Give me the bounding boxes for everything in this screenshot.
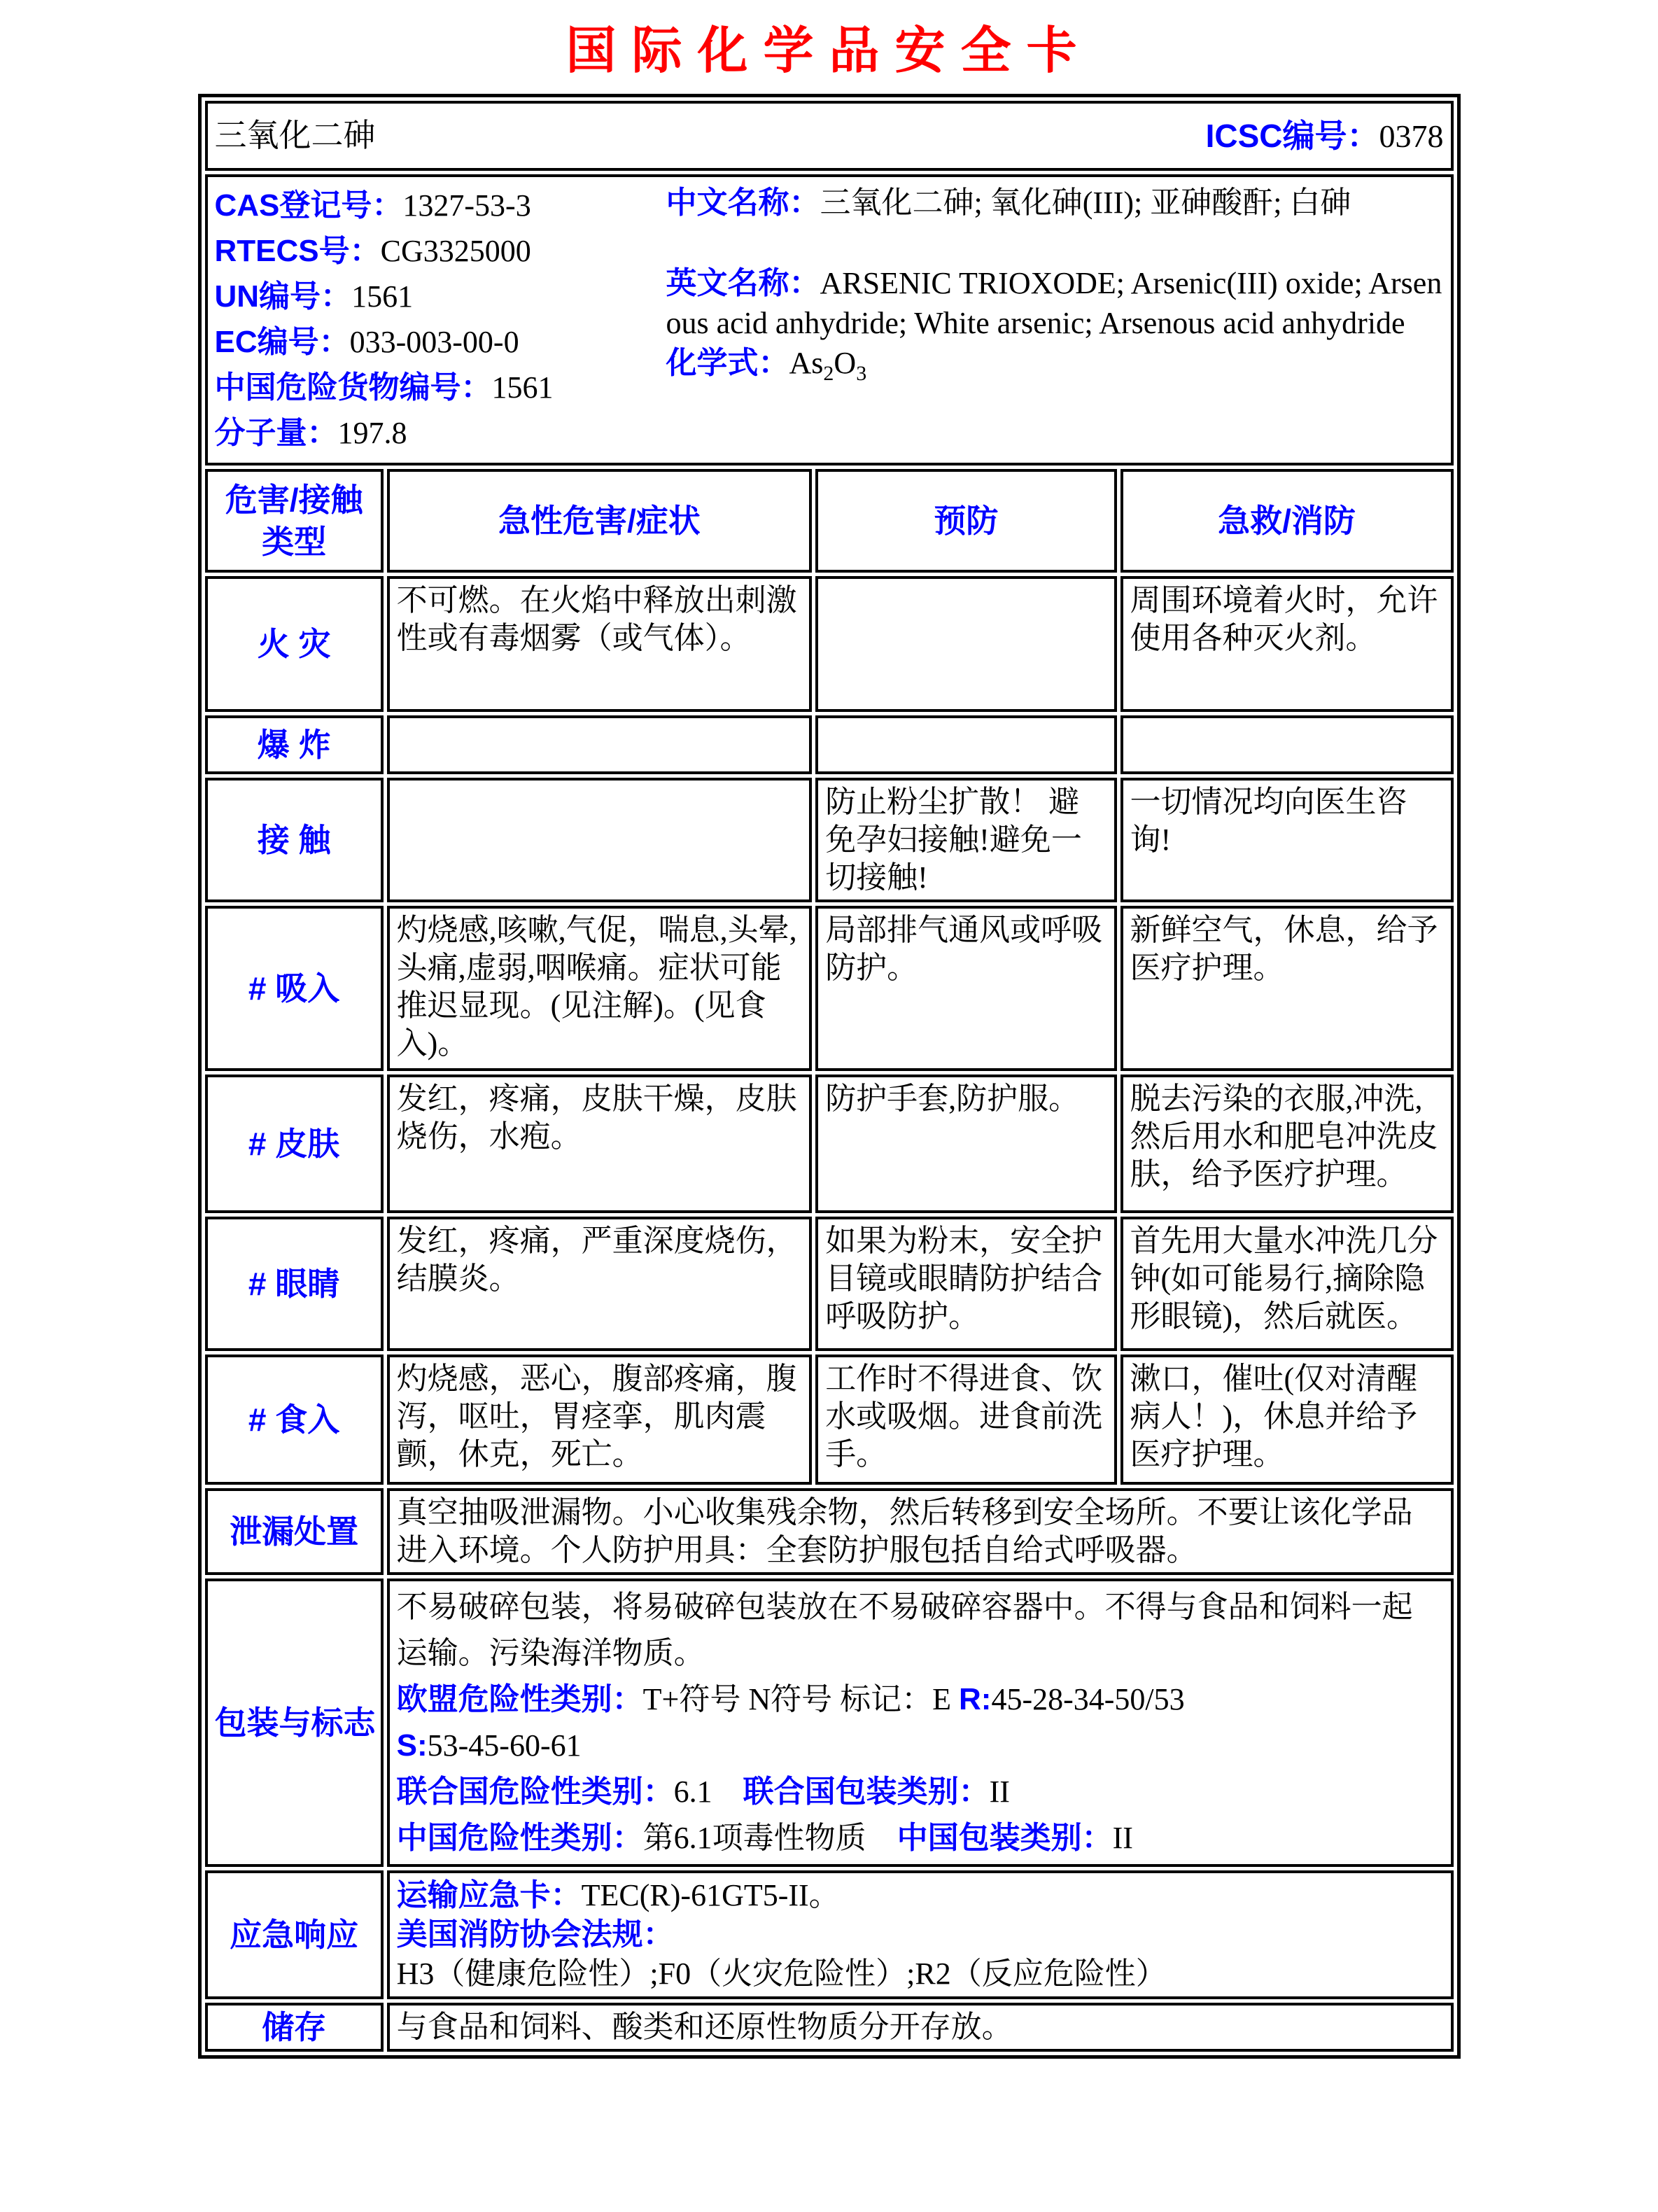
packaging-cn-line (397, 1815, 1444, 1861)
row-contact-symptom (387, 778, 813, 902)
row-contact-prevention: 防止粉尘扩散！ 避免孕妇接触!避免一切接触! (815, 778, 1116, 902)
un-class-value: 6.1 (673, 1774, 743, 1809)
un-label: UN编号： (214, 279, 352, 314)
icsc-number (1206, 117, 1444, 155)
row-inhalation-label: # 吸入 (205, 906, 384, 1071)
china-dg-number-line (215, 365, 666, 410)
un-number-line (215, 274, 666, 319)
row-ingestion-label: # 食入 (205, 1354, 384, 1485)
row-fire-prevention (815, 576, 1116, 712)
icsc-label: ICSC编号： (1205, 117, 1379, 154)
packaging-s-line (397, 1723, 1444, 1769)
row-explosion (205, 715, 1454, 774)
china-dg-label: 中国危险货物编号： (214, 370, 492, 405)
header-firstaid: 急救/消防 (1120, 469, 1454, 573)
row-explosion-label: 爆 炸 (205, 715, 384, 774)
row-contact (205, 778, 1454, 902)
id-numbers-block (215, 180, 666, 456)
china-dg-value: 1561 (491, 370, 554, 405)
emergency-tec-line (397, 1876, 1444, 1915)
row-contact-firstaid: 一切情况均向医生咨询! (1120, 778, 1454, 902)
un-value: 1561 (351, 279, 414, 314)
icsc-value: 0378 (1379, 118, 1444, 154)
row-explosion-firstaid (1120, 715, 1454, 774)
ec-value: 033-003-00-0 (349, 325, 519, 359)
page-title: 国际化学品安全卡 (565, 23, 1093, 79)
row-skin-firstaid: 脱去污染的衣服,冲洗,然后用水和肥皂冲洗皮肤，给予医疗护理。 (1120, 1074, 1454, 1213)
eu-class-label: 欧盟危险性类别： (396, 1682, 643, 1716)
row-explosion-symptom (387, 715, 813, 774)
r-phrase-label: R: (959, 1682, 992, 1716)
row-packaging (205, 1578, 1454, 1867)
row-emergency-content (387, 1870, 1454, 1999)
header-prevention: 预防 (815, 469, 1116, 573)
ec-number-line (215, 319, 666, 365)
row-skin-label: # 皮肤 (205, 1074, 384, 1213)
row-fire-firstaid: 周围环境着火时，允许使用各种灭火剂。 (1120, 576, 1454, 712)
row-storage-text: 与食品和饲料、酸类和还原性物质分开存放。 (387, 2003, 1454, 2052)
emergency-nfpa-line (397, 1915, 1444, 1994)
s-phrase-value: 53-45-60-61 (427, 1728, 582, 1763)
row-fire-label: 火 灾 (205, 576, 384, 712)
english-name-label: 英文名称： (666, 266, 820, 300)
row-packaging-label: 包装与标志 (205, 1578, 384, 1867)
row-inhalation (205, 906, 1454, 1071)
row-eyes-prevention: 如果为粉末，安全护目镜或眼睛防护结合呼吸防护。 (815, 1217, 1116, 1351)
row-spill-label: 泄漏处置 (205, 1488, 384, 1575)
hazard-table-header-row (205, 469, 1454, 573)
row-fire-symptom: 不可燃。在火焰中释放出刺激性或有毒烟雾（或气体）。 (387, 576, 813, 712)
chinese-names-line (666, 183, 1444, 223)
row-emergency-label: 应急响应 (205, 1870, 384, 1999)
formula-sub-2: 2 (823, 361, 834, 385)
row-explosion-prevention (815, 715, 1116, 774)
row-packaging-content (387, 1578, 1454, 1867)
english-names-line (666, 263, 1444, 343)
name-row (205, 101, 1454, 171)
packaging-eu-line (397, 1676, 1444, 1723)
rtecs-value: CG3325000 (380, 234, 531, 268)
row-skin-prevention: 防护手套,防护服。 (815, 1074, 1116, 1213)
row-ingestion-prevention: 工作时不得进食、饮水或吸烟。进食前洗手。 (815, 1354, 1116, 1485)
formula-value (789, 346, 867, 385)
chemical-name: 三氧化二砷 (214, 118, 376, 153)
icsc-card-table (198, 94, 1461, 2059)
row-inhalation-symptom: 灼烧感,咳嗽,气促，喘息,头晕,头痛,虚弱,咽喉痛。症状可能推迟显现。(见注解)。(见食入)。 (387, 906, 813, 1071)
row-ingestion-firstaid: 漱口，催吐(仅对清醒病人！)，休息并给予医疗护理。 (1120, 1354, 1454, 1485)
cas-label: CAS登记号： (214, 188, 403, 223)
header-hazard-type: 危害/接触 类型 (205, 469, 384, 573)
formula-sub-3: 3 (856, 361, 867, 385)
identifier-row (205, 174, 1454, 465)
un-class-label: 联合国危险性类别： (396, 1774, 674, 1809)
formula-as: As (789, 346, 824, 380)
cn-class-value: 第6.1项毒性物质 (642, 1821, 897, 1855)
formula-line (666, 343, 1444, 393)
packaging-un-line (397, 1769, 1444, 1815)
cn-pack-value: II (1112, 1821, 1133, 1855)
cas-value: 1327-53-3 (402, 188, 531, 223)
row-inhalation-prevention: 局部排气通风或呼吸防护。 (815, 906, 1116, 1071)
identifiers-section (205, 174, 1454, 465)
chemical-names-block (666, 180, 1444, 456)
row-fire (205, 576, 1454, 712)
cas-number-line (215, 183, 666, 228)
s-phrase-label: S: (396, 1728, 428, 1763)
row-eyes-symptom: 发红，疼痛，严重深度烧伤，结膜炎。 (387, 1217, 813, 1351)
row-eyes-label: # 眼睛 (205, 1217, 384, 1351)
r-phrase-value: 45-28-34-50/53 (991, 1682, 1185, 1716)
tec-value: TEC(R)-61GT5-II。 (581, 1878, 840, 1912)
row-skin-symptom: 发红，疼痛，皮肤干燥，皮肤烧伤，水疱。 (387, 1074, 813, 1213)
tec-label: 运输应急卡： (396, 1878, 582, 1912)
row-inhalation-firstaid: 新鲜空气，休息，给予医疗护理。 (1120, 906, 1454, 1071)
row-skin (205, 1074, 1454, 1213)
cn-pack-label: 中国包装类别： (897, 1821, 1113, 1855)
row-storage-label: 储存 (205, 2003, 384, 2052)
un-pack-label: 联合国包装类别： (743, 1774, 990, 1809)
molecular-weight-line (215, 410, 666, 456)
chinese-name-label: 中文名称： (666, 186, 820, 220)
row-eyes-firstaid: 首先用大量水冲洗几分钟(如可能易行,摘除隐形眼镜)，然后就医。 (1120, 1217, 1454, 1351)
cn-class-label: 中国危险性类别： (396, 1821, 643, 1855)
nfpa-label: 美国消防协会法规： (396, 1917, 674, 1952)
formula-o: O (834, 346, 857, 380)
row-spill-text: 真空抽吸泄漏物。小心收集残余物，然后转移到安全场所。不要让该化学品进入环境。个人防护用具：全套防护服包括自给式呼吸器。 (387, 1488, 1454, 1575)
row-ingestion (205, 1354, 1454, 1485)
rtecs-label: RTECS号： (214, 234, 381, 268)
row-ingestion-symptom: 灼烧感，恶心，腹部疼痛，腹泻，呕吐，胃痉挛，肌肉震颤，休克，死亡。 (387, 1354, 813, 1485)
name-row-cell (205, 101, 1454, 171)
header-acute-hazard: 急性危害/症状 (387, 469, 813, 573)
row-storage (205, 2003, 1454, 2052)
un-pack-value: II (989, 1774, 1010, 1809)
ec-label: EC编号： (214, 325, 350, 359)
molecular-weight-label: 分子量： (214, 416, 338, 450)
chinese-name-value: 三氧化二砷; 氧化砷(III); 亚砷酸酐; 白砷 (820, 186, 1351, 220)
eu-class-value: T+符号 N符号 标记：E (642, 1682, 959, 1716)
packaging-general-line: 不易破碎包装，将易破碎包装放在不易破碎容器中。不得与食品和饲料一起运输。污染海洋物质。 (396, 1590, 1413, 1670)
molecular-weight-value: 197.8 (337, 416, 407, 450)
row-emergency-response (205, 1870, 1454, 1999)
nfpa-value: H3（健康危险性）;F0（火灾危险性）;R2（反应危险性） (396, 1956, 1167, 1991)
formula-label: 化学式： (666, 346, 789, 380)
row-eyes (205, 1217, 1454, 1351)
english-name-value: ARSENIC TRIOXODE; Arsenic(III) oxide; Arsenous acid anhydride; White arsenic; Arsenous acid anhydride (666, 266, 1442, 340)
row-contact-label: 接 触 (205, 778, 384, 902)
rtecs-number-line (215, 228, 666, 274)
row-spill-disposal (205, 1488, 1454, 1575)
